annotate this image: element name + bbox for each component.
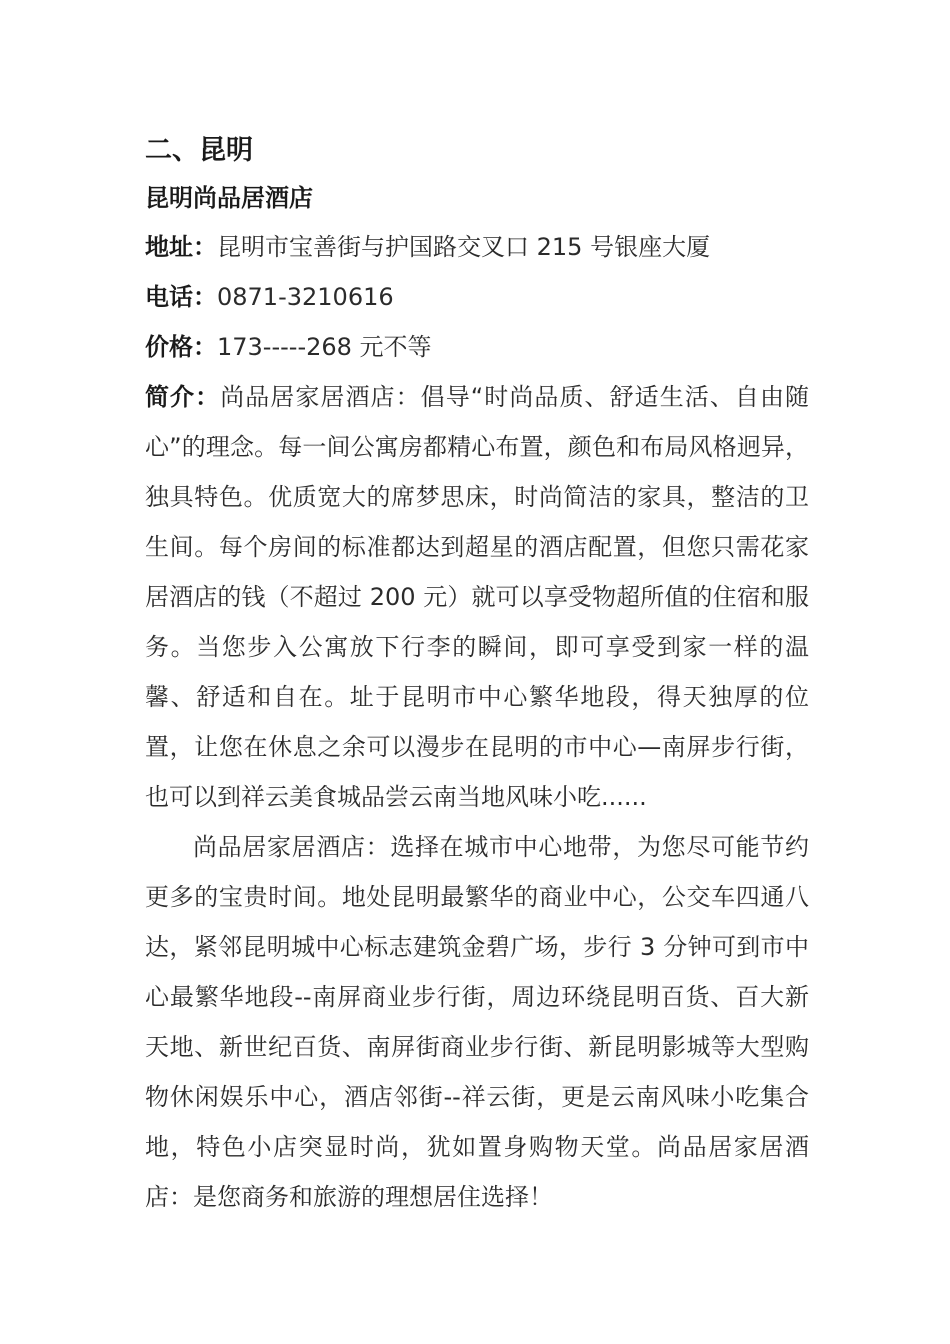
intro-label: 简介： [145,383,221,411]
document-page [145,128,809,1222]
price-label: 价格： [145,333,217,361]
phone-line [145,272,809,322]
intro-text: 尚品居家居酒店：倡导“时尚品质、舒适生活、自由随心”的理念。每一间公寓房都精心布置，颜色和布局风格迥异，独具特色。优质宽大的席梦思床，时尚简洁的家具，整洁的卫生间。每个房间的标准都达到超星的酒店配置，但您只需花家居酒店的钱（不超过 200 元）就可以享受物超所值的住宿和服务。当您步入公寓放下行李的瞬间，即可享受到家一样的温馨、舒适和自在。址于昆明市中心繁华地段，得天独厚的位置，让您在休息之余可以漫步在昆明的市中心—南屏步行街，也可以到祥云美食城品尝云南当地风味小吃...... [145,383,810,811]
phone-value: 0871-3210616 [217,283,394,311]
address-value: 昆明市宝善街与护国路交叉口 215 号银座大厦 [217,233,711,261]
hotel-name: 昆明尚品居酒店 [145,184,313,212]
address-label: 地址： [145,233,217,261]
address-line [145,222,809,272]
section-title: 二、昆明 [145,135,253,166]
price-line [145,322,809,372]
phone-label: 电话： [145,283,217,311]
price-value: 173-----268 元不等 [217,333,432,361]
intro-paragraph [145,372,809,822]
location-paragraph: 尚品居家居酒店：选择在城市中心地带，为您尽可能节约更多的宝贵时间。地处昆明最繁华的商业中心，公交车四通八达，紧邻昆明城中心标志建筑金碧广场，步行 3 分钟可到市中心最繁华地段--南屏商业步行街，周边环绕昆明百货、百大新天地、新世纪百货、南屏街商业步行街、新昆明影城等大型购物休闲娱乐中心，酒店邻街--祥云街，更是云南风味小吃集合地，特色小店突显时尚，犹如置身购物天堂。尚品居家居酒店：是您商务和旅游的理想居住选择！ [145,833,809,1211]
